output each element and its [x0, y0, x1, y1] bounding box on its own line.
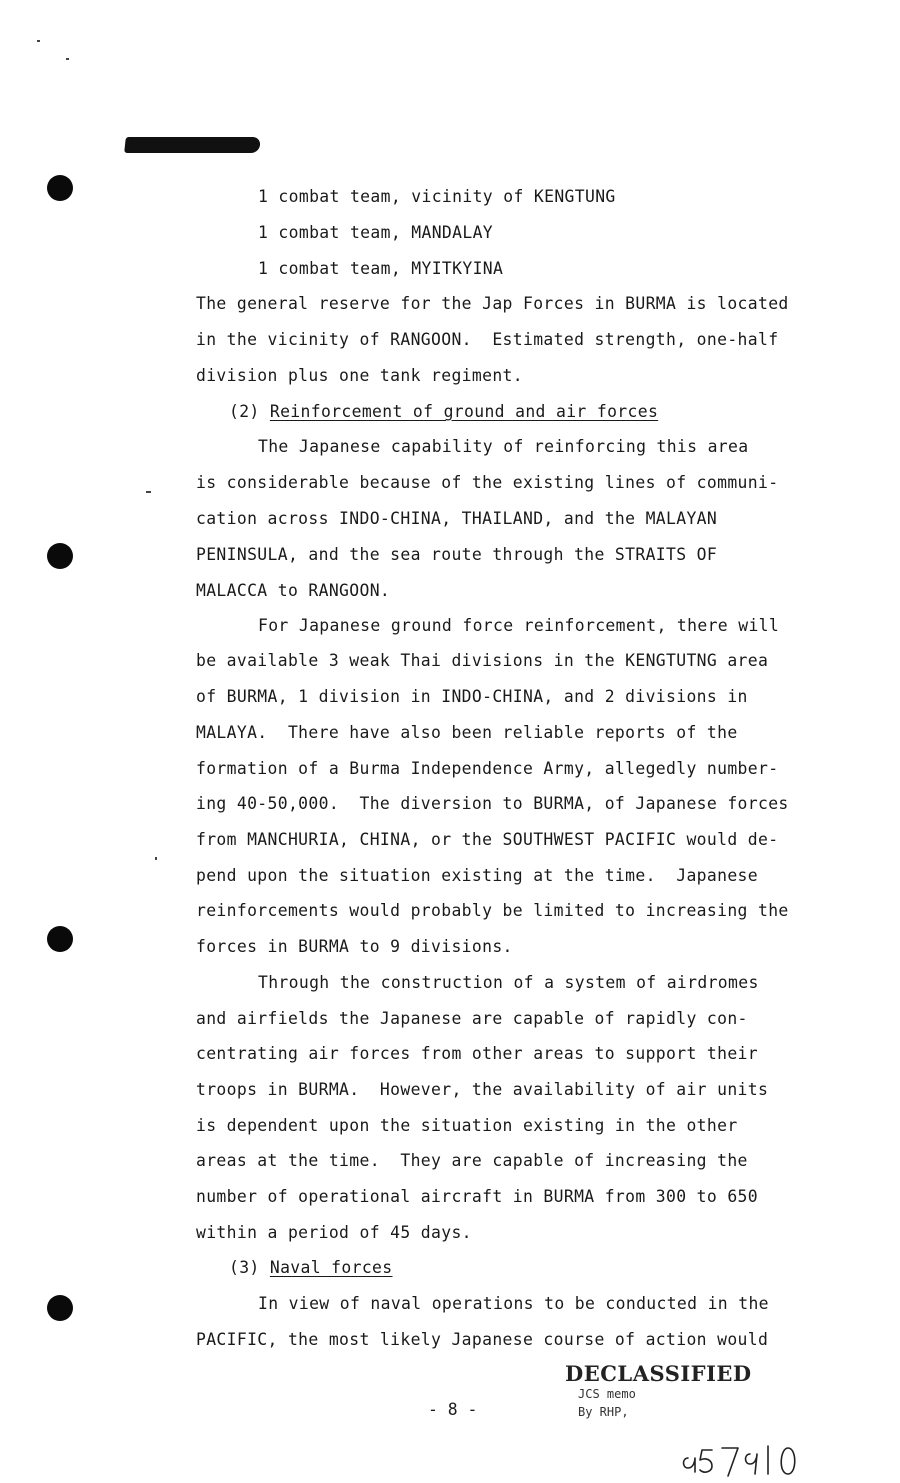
page-number: - 8 -: [428, 1400, 478, 1419]
text-line: cation across INDO-CHINA, THAILAND, and the MALAYAN: [196, 509, 718, 528]
text-line: centrating air forces from other areas to support their: [196, 1044, 758, 1063]
stamp-line: By RHP,: [578, 1405, 629, 1419]
text-line: ing 40-50,000. The diversion to BURMA, of Japanese forces: [196, 794, 789, 813]
section-title: Reinforcement of ground and air forces: [269, 402, 659, 421]
text-line: areas at the time. They are capable of increasing the: [196, 1151, 748, 1170]
text-line: be available 3 weak Thai divisions in the KENGTUTNG area: [196, 651, 769, 670]
text-line: PENINSULA, and the sea route through the STRAITS OF: [196, 545, 718, 564]
text-line: Through the construction of a system of airdromes: [258, 973, 759, 992]
text-line: The general reserve for the Jap Forces in BURMA is located: [196, 294, 789, 313]
text-line: 1 combat team, vicinity of KENGTUNG: [258, 187, 616, 206]
redaction-mark: [124, 137, 261, 153]
text-line: number of operational aircraft in BURMA from 300 to 650: [196, 1187, 758, 1206]
scan-speck: [37, 40, 40, 42]
text-line: troops in BURMA. However, the availability of air units: [196, 1080, 769, 1099]
scan-speck: [155, 857, 157, 860]
text-line: PACIFIC, the most likely Japanese course of action would: [196, 1330, 769, 1349]
text-line: 1 combat team, MYITKYINA: [258, 259, 504, 278]
section-number: (2): [229, 402, 270, 421]
text-line: 1 combat team, MANDALAY: [258, 223, 494, 242]
handwritten-number: [680, 1428, 820, 1478]
text-line: In view of naval operations to be conducted in the: [258, 1294, 769, 1313]
punch-hole: [47, 1295, 73, 1321]
text-line: For Japanese ground force reinforcement, there will: [258, 616, 780, 635]
stamp-line: JCS memo: [578, 1387, 636, 1401]
text-line: formation of a Burma Independence Army, allegedly number-: [196, 759, 779, 778]
stamp-title: DECLASSIFIED: [565, 1361, 752, 1386]
text-line: of BURMA, 1 division in INDO-CHINA, and 2 divisions in: [196, 687, 748, 706]
section-heading: [229, 1258, 393, 1278]
text-line: The Japanese capability of reinforcing this area: [258, 437, 749, 456]
text-line: and airfields the Japanese are capable of rapidly con-: [196, 1009, 748, 1028]
text-line: from MANCHURIA, CHINA, or the SOUTHWEST PACIFIC would de-: [196, 830, 779, 849]
section-title: Naval forces: [269, 1258, 393, 1277]
scan-speck: [146, 491, 151, 493]
text-line: pend upon the situation existing at the time. Japanese: [196, 866, 758, 885]
text-line: forces in BURMA to 9 divisions.: [196, 937, 513, 956]
punch-hole: [47, 543, 73, 569]
text-line: division plus one tank regiment.: [196, 366, 523, 385]
text-line: MALACCA to RANGOON.: [196, 581, 391, 600]
text-line: MALAYA. There have also been reliable reports of the: [196, 723, 738, 742]
section-heading: [229, 402, 658, 422]
text-line: within a period of 45 days.: [196, 1223, 472, 1242]
punch-hole: [47, 175, 73, 201]
text-line: in the vicinity of RANGOON. Estimated strength, one-half: [196, 330, 779, 349]
scan-speck: [66, 58, 69, 60]
text-line: is dependent upon the situation existing in the other: [196, 1116, 738, 1135]
punch-hole: [47, 926, 73, 952]
text-line: reinforcements would probably be limited to increasing the: [196, 901, 789, 920]
section-number: (3): [229, 1258, 270, 1277]
text-line: is considerable because of the existing lines of communi-: [196, 473, 779, 492]
